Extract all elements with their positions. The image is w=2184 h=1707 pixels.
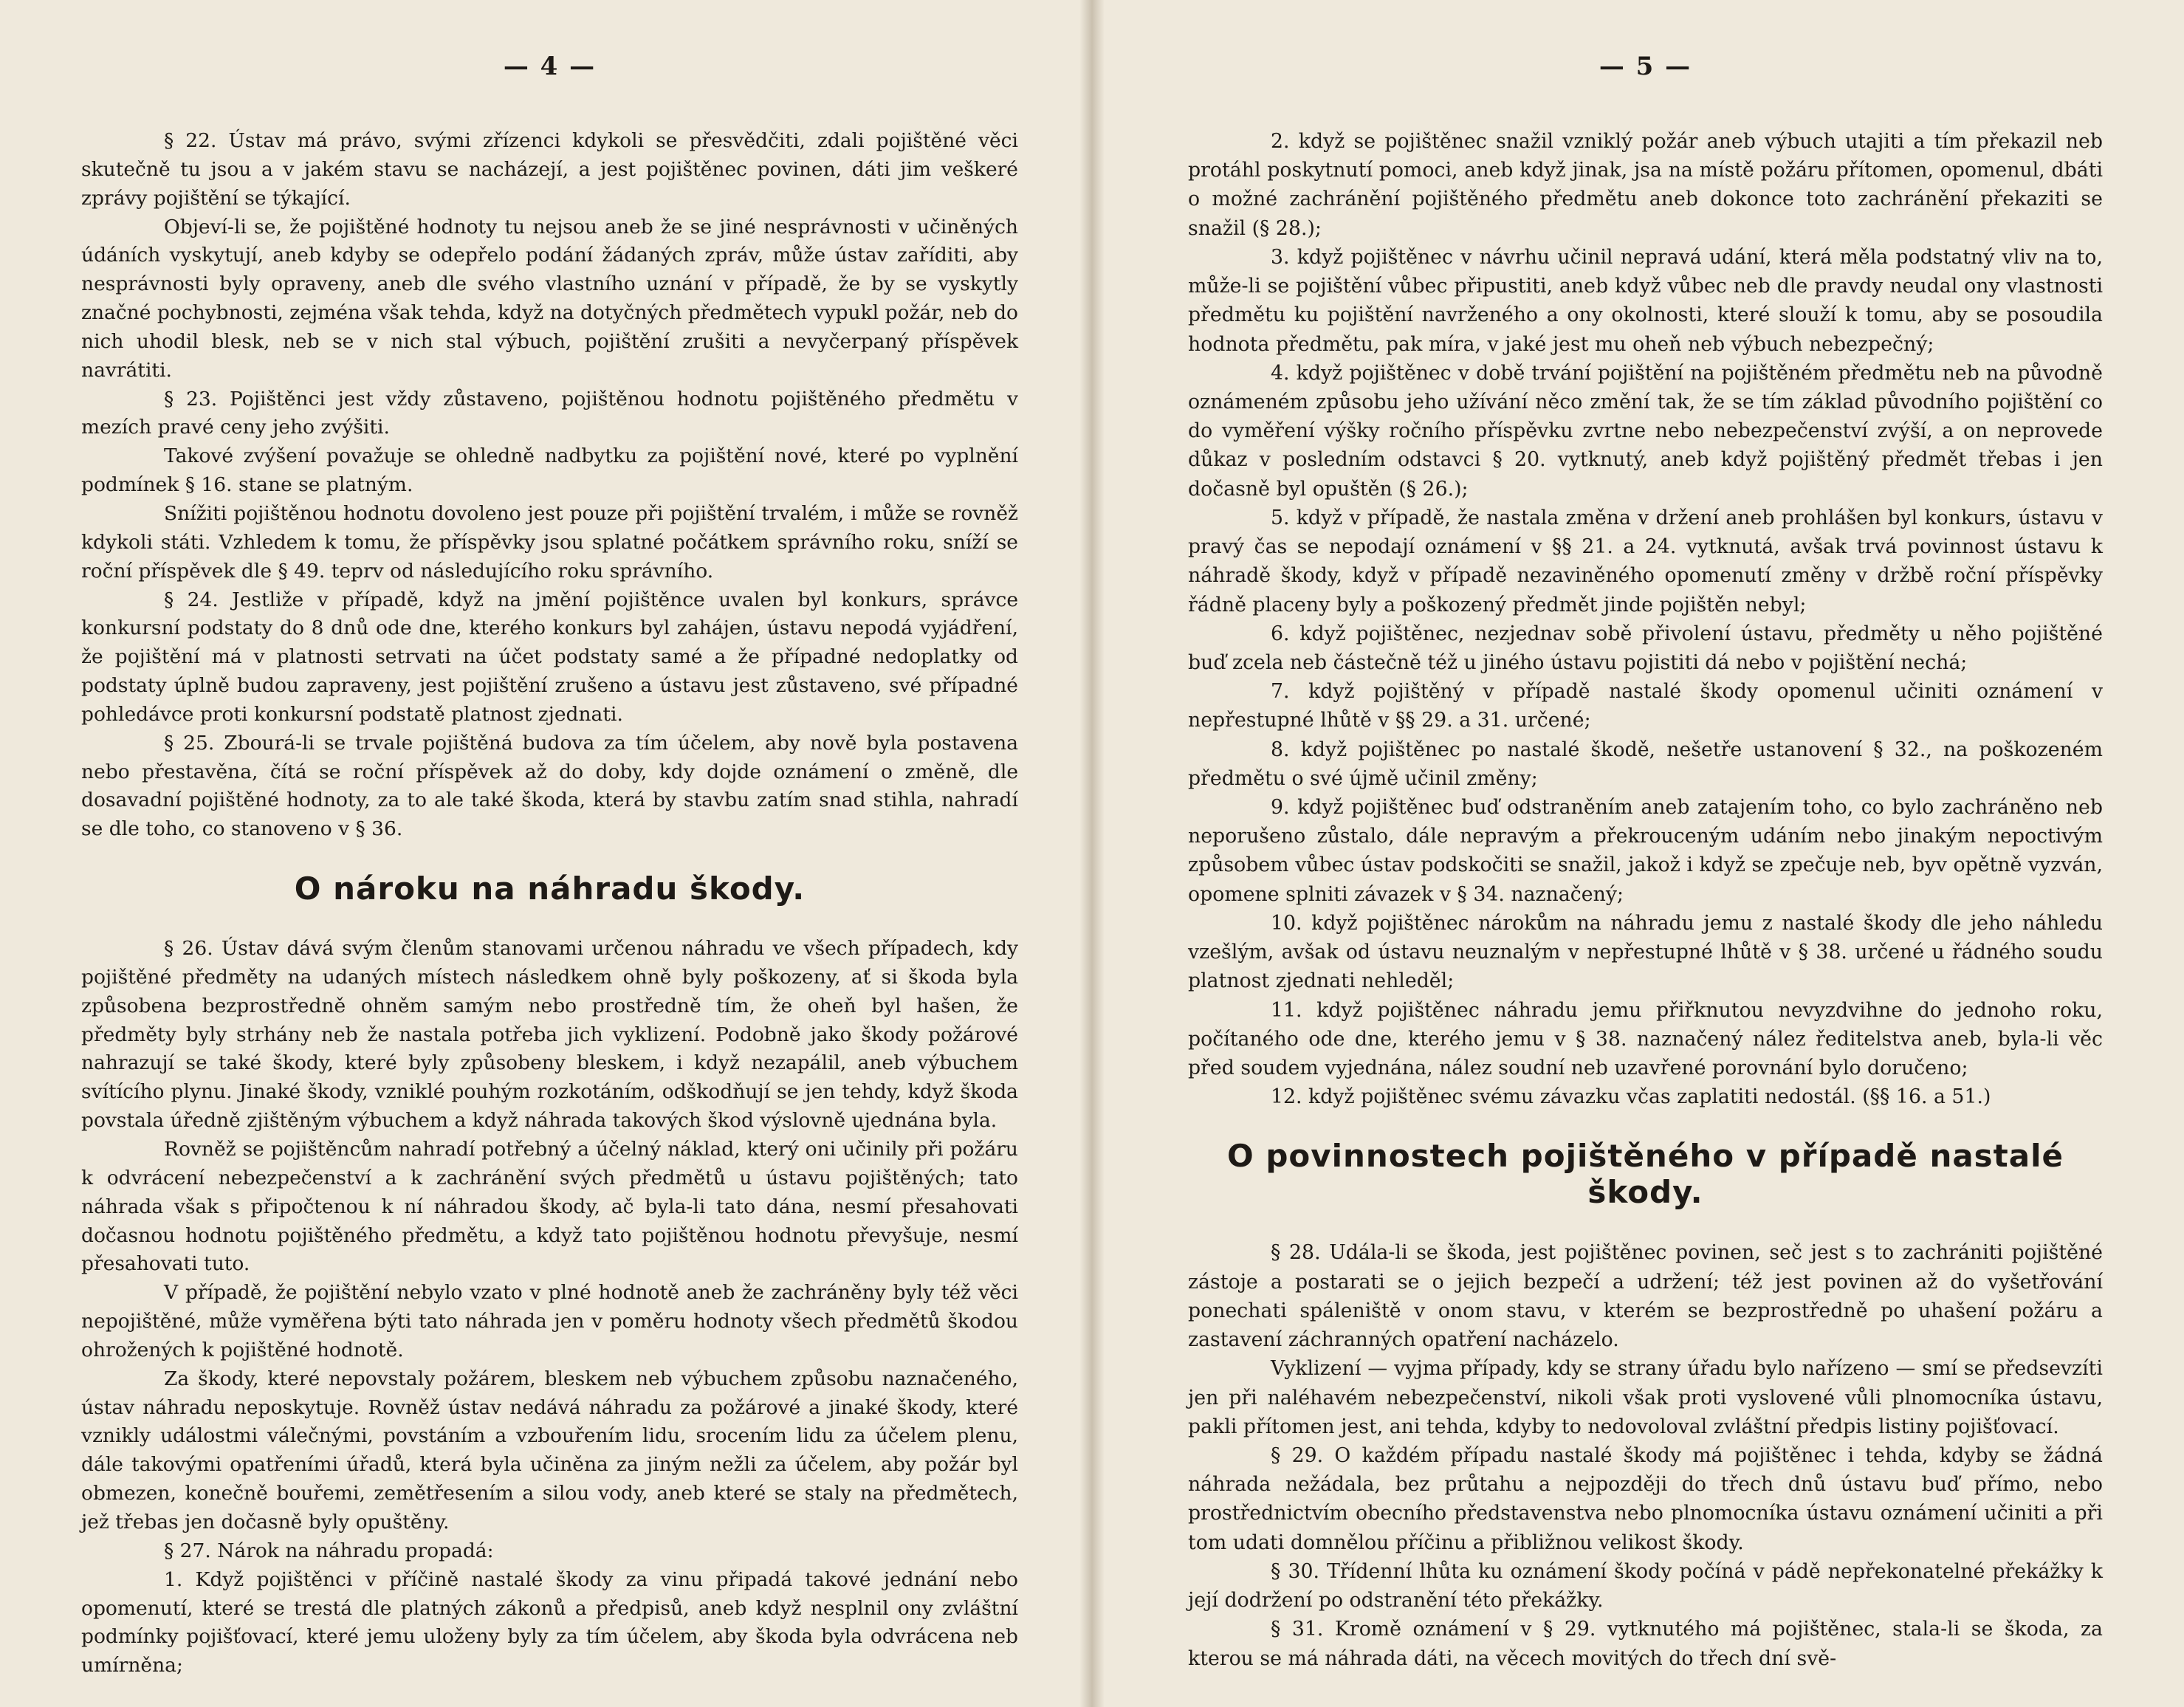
paragraph-29: § 29. O každém případu nastalé škody má pojištěnec i tehda, kdyby se žádná náhrada nežádala, bez průtahu a nejpozději do třech dnů ústavu buď přímo, nebo prostřednictvím obecního představenstva nebo plnomocníka ústavu oznámení učiniti a při tom udati domnělou příčinu a přibližnou velikost škody. — [1188, 1443, 2103, 1554]
paragraph-28: § 28. Udála-li se škoda, jest pojištěnec povinen, seč jest s to zachrániti pojištěné zástoje a postarati se o jejich bezpečí a udržení; též jest povinen až do vyšetřování ponechati spáleniště v onom stavu, v kterém se bezprostředně po uhašení požáru a zastavení záchranných opatření nacházelo. — [1188, 1241, 2103, 1352]
paragraph-30: § 30. Třídenní lhůta ku oznámení škody počíná v pádě nepřekonatelné překážky k její dodržení po odstranění této překážky. — [1188, 1559, 2103, 1612]
section-heading-claims: O nároku na náhradu škody. — [294, 870, 806, 907]
left-column — [81, 127, 1018, 1680]
paragraph-27-item-1: 1. Když pojištěnci v příčině nastalé škody za vinu připadá takové jednání nebo opomenutí, které se trestá dle platných zákonů a předpisů, aneb když nesplnil ony zvláštní podmínky pojišťovací, které jemu uloženy byly za tím účelem, aby škoda byla odvrácena neb umírněna; — [81, 1567, 1018, 1677]
paragraph-28-clearing: Vyklizení — vyjma případy, kdy se strany úřadu bylo nařízeno — smí se předsevzíti jen při naléhavém nebezpečenství, nikoli však proti vyslovené vůli plnomocníka ústavu, pakli přítomen jest, ani tehda, kdyby to nedovoloval zvláštní předpis listiny pojišťovací. — [1188, 1357, 2103, 1438]
paragraph-25: § 25. Zbourá-li se trvale pojištěná budova za tím účelem, aby nově byla postavena nebo přestavěna, čítá se roční příspěvek až do doby, kdy dojde oznámení o změně, dle dosavadní pojištěné hodnoty, za to ale také škoda, která by stavbu zatím snad stihla, nahradí se dle toho, co stanoveno v § 36. — [81, 731, 1018, 841]
paragraph-23-reduce: Snížiti pojištěnou hodnotu dovoleno jest pouze při pojištění trvalém, i může se rovněž kdykoli státi. Vzhledem k tomu, že příspěvky jsou splatné počátkem správního roku, sníží se roční příspěvek dle § 49. teprv od následujícího roku správního. — [81, 501, 1018, 583]
paragraph-27-item-8: 8. když pojištěnec po nastalé škodě, nešetře ustanovení § 32., na poškozeném předmětu o své újmě učinil změny; — [1188, 738, 2103, 790]
paragraph-22-cont: Objeví-li se, že pojištěné hodnoty tu nejsou aneb že se jiné nesprávnosti v učiněných údáních vyskytují, aneb kdyby se odepřelo podání žádaných zpráv, může ústav zaříditi, aby nesprávnosti byly opraveny, aneb dle svého vlastního uznání v případě, že by se vyskytly značné pochybnosti, zejména však tehda, když na dotyčných předmětech vypukl požár, neb do nich uhodil blesk, neb se v nich stal výbuch, pojištění zrušiti a nevyčerpaný příspěvek navrátiti. — [81, 215, 1018, 382]
paragraph-23-cont: Takové zvýšení považuje se ohledně nadbytku za pojištění nové, které po vyplnění podmínek § 16. stane se platným. — [81, 444, 1018, 497]
paragraph-26-proportion: V případě, že pojištění nebylo vzato v plné hodnotě aneb že zachráněny byly též věci nepojištěné, může vyměřena býti tato náhrada jen v poměru hodnoty všech předmětů škodou ohrožených k pojištěné hodnotě. — [81, 1281, 1018, 1361]
book-gutter — [1079, 0, 1105, 1707]
paragraph-27-item-11: 11. když pojištěnec náhradu jemu přiřknutou nevyzdvihne do jednoho roku, počítaného ode dne, kterého jemu v § 38. naznačený nález ředitelstva aneb, byla-li věc před soudem vyjednána, nález soudní neb uzavřené porovnání bylo doručeno; — [1188, 998, 2103, 1079]
paragraph-27-item-9: 9. když pojištěnec buď odstraněním aneb zatajením toho, co bylo zachráněno neb neporušeno zůstalo, dále nepravým a překrouceným udáním nebo jinakým nepoctivým způsobem vůbec ústav podskočiti se snažil, jakož i když se zpečuje neb, byv opětně vyzván, opomene splniti závazek v § 34. naznačený; — [1188, 796, 2103, 906]
paragraph-31: § 31. Kromě oznámení v § 29. vytknutého má pojištěnec, stala-li se škoda, za kterou se má náhrada dáti, na věcech movitých do třech dní svě- — [1188, 1618, 2103, 1670]
section-heading-duties: O povinnostech pojištěného v případě nastalé škody. — [1227, 1138, 2064, 1211]
paragraph-27-item-6: 6. když pojištěnec, nezjednav sobě přivolení ústavu, předměty u něho pojištěné buď zcela neb částečně též u jiného ústavu pojistiti dá nebo v pojištění nechá; — [1188, 622, 2103, 674]
right-column — [1188, 127, 2103, 1673]
paragraph-23: § 23. Pojištěnci jest vždy zůstaveno, pojištěnou hodnotu pojištěného předmětu v mezích pravé ceny jeho zvýšiti. — [81, 387, 1018, 439]
paragraph-27-item-4: 4. když pojištěnec v době trvání pojištění na pojištěném předmětu neb na původně oznámeném způsobu jeho užívání něco změní tak, že se tím základ původního pojištění co do vyměření výšky ročního příspěvku zvrtne nebo nebezpečenství zvýší, a on neprovede důkaz v posledním odstavci § 20. vytknutý, aneb když pojištěný předmět třebas i jen dočasně byl opuštěn (§ 26.); — [1188, 361, 2103, 501]
paragraph-27-item-7: 7. když pojištěný v případě nastalé škody opomenul učiniti oznámení v nepřestupné lhůtě v §§ 29. a 31. určené; — [1188, 680, 2103, 732]
paragraph-24: § 24. Jestliže v případě, když na jmění pojištěnce uvalen byl konkurs, správce konkursní podstaty do 8 dnů ode dne, kterého konkurs byl zahájen, ústavu nepodá vyjádření, že pojištění má v platnosti setrvati na účet podstaty samé a že případné nedoplatky od podstaty úplně budou zapraveny, jest pojištění zrušeno a ústavu jest zůstaveno, své případné pohledávce proti konkursní podstatě platnost zjednati. — [81, 588, 1018, 726]
paragraph-26: § 26. Ústav dává svým členům stanovami určenou náhradu ve všech případech, kdy pojištěné předměty na udaných místech následkem ohně byly poškozeny, ať si škoda byla způsobena bezprostředně ohněm samým nebo prostředně tím, že oheň byl hašen, že předměty byly strhány neb že nastala potřeba jich vyklizení. Podobně jako škody požárové nahrazují se také škody, které byly způsobeny bleskem, i když nezapálil, aneb výbuchem svítícího plynu. Jinaké škody, vzniklé pouhým rozkotáním, odškodňují se jen tehdy, když škoda povstala úředně zjištěným výbuchem a když náhrada takových škod výslovně ujednána byla. — [81, 937, 1018, 1133]
page-number-right: — 5 — — [1598, 52, 1692, 81]
paragraph-27-item-10: 10. když pojištěnec nárokům na náhradu jemu z nastalé škody dle jeho náhledu vzešlým, avšak od ústavu neuznalým v nepřestupné lhůtě v § 38. určené u řádného soudu platnost zjednati nehleděl; — [1188, 911, 2103, 993]
paragraph-27-item-5: 5. když v případě, že nastala změna v držení aneb prohlášen byl konkurs, ústavu v pravý čas se nepodají oznámení v §§ 21. a 24. vytknutá, avšak trvá povinnost ústavu k náhradě škody, když v případě nezaviněného opomenutí změny v držbě roční příspěvky řádně placeny byly a poškozený předmět jinde pojištěn nebyl; — [1188, 506, 2103, 616]
paragraph-27-item-12: 12. když pojištěnec svému závazku včas zaplatiti nedostál. (§§ 16. a 51.) — [1271, 1085, 1991, 1109]
page-number-left: — 4 — — [503, 52, 597, 81]
paragraph-22: § 22. Ústav má právo, svými zřízenci kdykoli se přesvědčiti, zdali pojištěné věci skutečně tu jsou a v jakém stavu se nacházejí, a jest pojištěnec povinen, dáti jim veškeré zprávy pojištění se týkající. — [81, 129, 1018, 210]
paragraph-27: § 27. Nárok na náhradu propadá: — [164, 1539, 494, 1562]
paragraph-27-item-2: 2. když se pojištěnec snažil vzniklý požár aneb výbuch utajiti a tím překazil neb protáhl poskytnutí pomoci, aneb když jinak, jsa na místě požáru přítomen, opomenul, dbáti o možné zachránění pojištěného předmětu aneb dokonce toto zachránění překaziti se snažil (§ 28.); — [1188, 130, 2103, 240]
paragraph-26-costs: Rovněž se pojištěncům nahradí potřebný a účelný náklad, který oni učinily při požáru k odvrácení nebezpečenství a k zachránění svých předmětů u ústavu pojištěných; tato náhrada však s připočtenou k ní náhradou škody, ač byla-li tato dána, nesmí přesahovati dočasnou hodnotu pojištěného předmětu, a když tato pojištěnou hodnotu převyšuje, nesmí přesahovati tuto. — [81, 1138, 1018, 1276]
paragraph-26-exclusions: Za škody, které nepovstaly požárem, bleskem neb výbuchem způsobu naznačeného, ústav náhradu neposkytuje. Rovněž ústav nedává náhradu za požárové a jinaké škody, které vznikly událostmi válečnými, povstáním a vzbouřením lidu, srocením lidu za účelem plenu, dále takovými opatřeními úřadů, která byla učiněna za jiným nežli za účelem, aby požár byl obmezen, konečně bouřemi, zemětřesením a silou vody, aneb které se staly na předmětech, jež třebas jen dočasně byly opuštěny. — [81, 1367, 1018, 1533]
right-page — [1092, 0, 2184, 1707]
paragraph-27-item-3: 3. když pojištěnec v návrhu učinil nepravá udání, která měla podstatný vliv na to, může-li se pojištění vůbec připustiti, aneb když vůbec neb dle pravdy neudal ony vlastnosti předmětu ku pojištění navrženého a ony okolnosti, které slouží k tomu, aby se posoudila hodnota předmětu, pak míra, v jaké jest mu oheň neb výbuch nebezpečný; — [1188, 245, 2103, 356]
